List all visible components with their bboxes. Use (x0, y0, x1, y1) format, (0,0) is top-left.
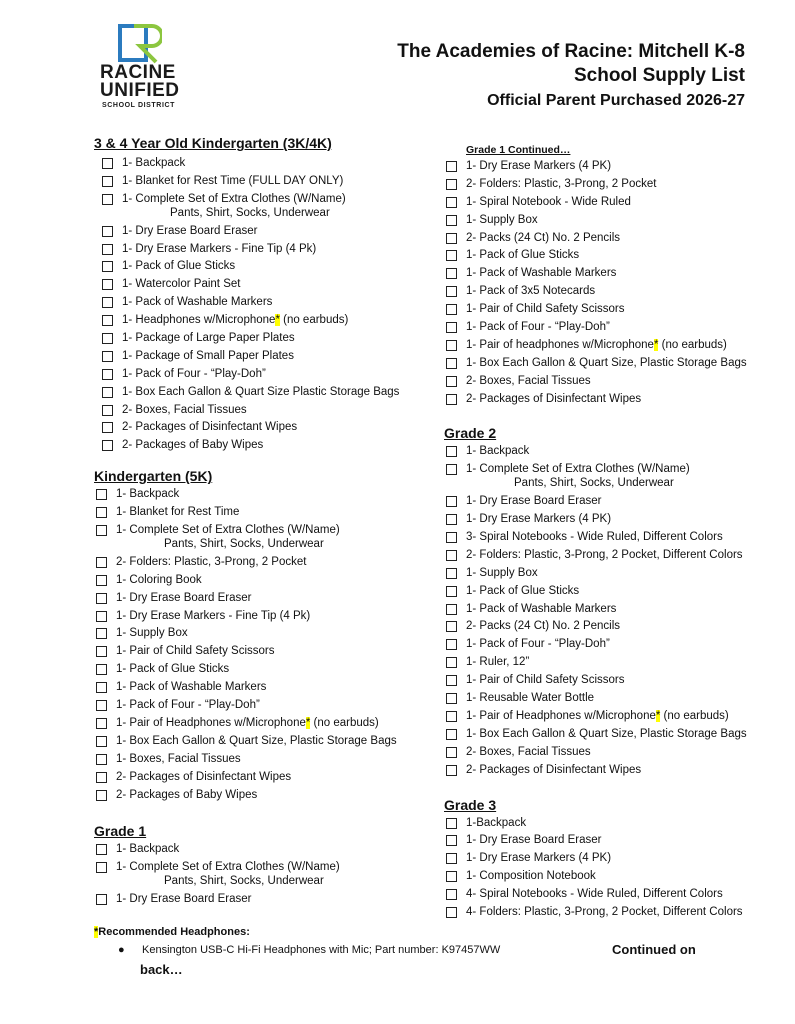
list-item (94, 312, 434, 330)
list-item-label: 1- Supply Box (116, 627, 188, 640)
page-title-block (397, 40, 745, 112)
list-item-label: 2- Boxes, Facial Tissues (466, 745, 591, 758)
list-item (444, 654, 774, 672)
checkbox-icon[interactable] (446, 711, 457, 722)
checkbox-icon[interactable] (96, 790, 107, 801)
checkbox-icon[interactable] (446, 639, 457, 650)
list-item (444, 230, 774, 248)
list-5k (94, 486, 434, 804)
headphones-model: Kensington USB-C Hi-Fi Headphones with Mic; Part number: K97457WW (142, 944, 501, 956)
checkbox-icon[interactable] (446, 304, 457, 315)
list-item-label: 1- Composition Notebook (466, 870, 596, 883)
list-item-label: 1- Backpack (116, 488, 180, 501)
list-item-label: 1- Pack of Washable Markers (466, 267, 617, 280)
checkbox-icon[interactable] (96, 718, 107, 729)
list-item (444, 708, 774, 726)
list-3k4k (94, 155, 434, 455)
checkbox-icon[interactable] (446, 215, 457, 226)
checkbox-icon[interactable] (446, 568, 457, 579)
list-item (94, 697, 434, 715)
section-title-grade1: Grade 1 (94, 823, 147, 840)
continued-on-note: Continued on (612, 942, 696, 957)
checkbox-icon[interactable] (446, 835, 457, 846)
list-item (444, 744, 774, 762)
checkbox-icon[interactable] (96, 664, 107, 675)
checkbox-icon[interactable] (96, 628, 107, 639)
list-item-label: 1- Pack of Glue Sticks (466, 249, 580, 262)
checkbox-icon[interactable] (102, 158, 113, 169)
list-item (94, 437, 434, 455)
list-item (94, 608, 434, 626)
checkbox-icon[interactable] (102, 297, 113, 308)
checkbox-icon[interactable] (446, 340, 457, 351)
asterisk-marker: * (305, 716, 311, 729)
list-item (94, 419, 434, 437)
list-item-label: 1- Dry Erase Markers (4 PK) (466, 852, 612, 865)
list-item (94, 348, 434, 366)
checkbox-icon[interactable] (446, 693, 457, 704)
list-item-label: 2- Packs (24 Ct) No. 2 Pencils (466, 231, 621, 244)
list-item (94, 625, 434, 643)
list-item (444, 443, 774, 461)
list-item (444, 636, 774, 654)
school-title: The Academies of Racine: Mitchell K-8 (397, 41, 745, 62)
list-item-label: 1- Dry Erase Markers - Fine Tip (4 Pk) (116, 609, 311, 622)
checkbox-icon[interactable] (446, 197, 457, 208)
list-item (94, 366, 434, 384)
list-item (94, 402, 434, 420)
list-item (444, 337, 774, 355)
list-item-label: 1- Pack of Four - “Play-Doh” (116, 699, 260, 712)
list-grade1-continued (444, 158, 774, 408)
list-item-label: 1- Complete Set of Extra Clothes (W/Name) (116, 861, 340, 874)
checkbox-icon[interactable] (446, 550, 457, 561)
list-item-label: 1- Package of Large Paper Plates (122, 332, 295, 345)
checkbox-icon[interactable] (446, 286, 457, 297)
logo-name: RACINE UNIFIED (100, 62, 180, 101)
list-item-label: 2- Boxes, Facial Tissues (122, 403, 247, 416)
list-item (94, 643, 434, 661)
checkbox-icon[interactable] (446, 818, 457, 829)
no-earbuds-note: (no earbuds) (310, 716, 379, 729)
list-item-label: 1- Backpack (466, 445, 530, 458)
list-item-label: 1- Backpack (116, 843, 180, 856)
checkbox-icon[interactable] (102, 279, 113, 290)
list-item-label: 1- Supply Box (466, 566, 538, 579)
checkbox-icon[interactable] (446, 464, 457, 475)
list-item-detail: Pants, Shirt, Socks, Underwear (164, 537, 324, 550)
section-title-3k4k: 3 & 4 Year Old Kindergarten (3K/4K) (94, 135, 332, 151)
checkbox-icon[interactable] (446, 889, 457, 900)
list-item-label: 1- Pack of Four - “Play-Doh” (122, 367, 266, 380)
list-item-label: 1- Boxes, Facial Tissues (116, 752, 241, 765)
checkbox-icon[interactable] (96, 557, 107, 568)
checkbox-icon[interactable] (446, 250, 457, 261)
list-item (94, 258, 434, 276)
checkbox-icon[interactable] (446, 853, 457, 864)
checkbox-icon[interactable] (96, 575, 107, 586)
list-item-label: 1- Box Each Gallon & Quart Size, Plastic Storage Bags (466, 356, 747, 369)
checkbox-icon[interactable] (446, 604, 457, 615)
checkbox-icon[interactable] (446, 907, 457, 918)
list-item (94, 276, 434, 294)
list-item (444, 283, 774, 301)
list-item (94, 241, 434, 259)
checkbox-icon[interactable] (96, 682, 107, 693)
list-item (444, 583, 774, 601)
list-grade3 (444, 815, 774, 922)
list-item (94, 504, 434, 522)
list-item (94, 679, 434, 697)
list-item-label: 2- Packages of Disinfectant Wipes (466, 392, 642, 405)
recommended-headphones-label: *Recommended Headphones: (94, 926, 250, 938)
list-item-label: 1- Reusable Water Bottle (466, 692, 595, 705)
list-item-label: 1- Complete Set of Extra Clothes (W/Name) (466, 463, 690, 476)
list-item (444, 529, 774, 547)
list-grade1 (94, 841, 434, 909)
checkbox-icon[interactable] (446, 621, 457, 632)
list-item-label: 1- Blanket for Rest Time (FULL DAY ONLY) (122, 174, 344, 187)
list-item-label: 2- Boxes, Facial Tissues (466, 374, 591, 387)
year-title: Official Parent Purchased 2026-27 (487, 92, 745, 109)
list-item-label: 4- Spiral Notebooks - Wide Ruled, Different Colors (466, 888, 723, 901)
list-item (94, 590, 434, 608)
list-item-detail: Pants, Shirt, Socks, Underwear (164, 875, 324, 888)
list-item-label: 2- Folders: Plastic, 3-Prong, 2 Pocket (466, 177, 657, 190)
list-item-label: 1- Ruler, 12” (466, 656, 530, 669)
list-item (444, 832, 774, 850)
list-item (444, 265, 774, 283)
list-item-label: 2- Packages of Baby Wipes (122, 439, 264, 452)
list-item (444, 493, 774, 511)
list-item-label: 1- Box Each Gallon & Quart Size, Plastic Storage Bags (116, 734, 397, 747)
checkbox-icon[interactable] (446, 657, 457, 668)
list-item (94, 223, 434, 241)
logo-subtitle: SCHOOL DISTRICT (102, 102, 176, 109)
list-item-label: 2- Packages of Disinfectant Wipes (122, 421, 298, 434)
checkbox-icon[interactable] (102, 440, 113, 451)
list-item-label: 1- Pack of Glue Sticks (466, 584, 580, 597)
checkbox-icon[interactable] (102, 176, 113, 187)
list-item (444, 601, 774, 619)
list-item (94, 486, 434, 504)
list-item-detail: Pants, Shirt, Socks, Underwear (514, 477, 674, 490)
checkbox-icon[interactable] (446, 179, 457, 190)
checkbox-icon[interactable] (102, 333, 113, 344)
list-item-label: 1- Dry Erase Markers (4 PK) (466, 513, 612, 526)
list-item-label: 1- Pack of Four - “Play-Doh” (466, 321, 610, 334)
list-item-label: 2- Packages of Baby Wipes (116, 788, 258, 801)
list-item-label: 1- Dry Erase Board Eraser (466, 834, 602, 847)
checkbox-icon[interactable] (446, 871, 457, 882)
left-column (94, 134, 434, 909)
list-item (444, 247, 774, 265)
checkbox-icon[interactable] (102, 422, 113, 433)
checkbox-icon[interactable] (96, 736, 107, 747)
list-item (444, 511, 774, 529)
list-item-label: 4- Folders: Plastic, 3-Prong, 2 Pocket, Different Colors (466, 905, 743, 918)
checkbox-icon[interactable] (446, 496, 457, 507)
checkbox-icon[interactable] (446, 747, 457, 758)
checkbox-icon[interactable] (446, 376, 457, 387)
checkbox-icon[interactable] (102, 244, 113, 255)
list-item-label: 3- Spiral Notebooks - Wide Ruled, Different Colors (466, 531, 723, 544)
list-item-label: 1- Backpack (122, 157, 186, 169)
list-item (444, 690, 774, 708)
checkbox-icon[interactable] (446, 233, 457, 244)
checkbox-icon[interactable] (102, 226, 113, 237)
list-item-label: 1- Pack of Glue Sticks (122, 260, 236, 273)
checkbox-icon[interactable] (102, 351, 113, 362)
list-item (444, 176, 774, 194)
list-item (94, 891, 434, 909)
checkbox-icon[interactable] (446, 268, 457, 279)
list-item (444, 391, 774, 409)
list-item (444, 319, 774, 337)
list-item-label: 1- Pair of Child Safety Scissors (466, 303, 625, 316)
list-item-label: 1- Pair of headphones w/Microphone (466, 338, 654, 351)
list-item-label: 1-Backpack (466, 816, 527, 829)
checkbox-icon[interactable] (102, 405, 113, 416)
list-item-label: 2- Packages of Disinfectant Wipes (116, 770, 292, 783)
list-item (94, 751, 434, 769)
list-item-label: 1- Supply Box (466, 213, 538, 226)
checkbox-icon[interactable] (446, 514, 457, 525)
checkbox-icon[interactable] (446, 322, 457, 333)
checkbox-icon[interactable] (446, 161, 457, 172)
list-item (444, 762, 774, 780)
asterisk-marker: * (655, 709, 661, 722)
list-item-label: 1- Blanket for Rest Time (116, 506, 240, 519)
checkbox-icon[interactable] (102, 194, 113, 205)
checkbox-icon[interactable] (446, 446, 457, 457)
list-item (94, 733, 434, 751)
checkbox-icon[interactable] (446, 765, 457, 776)
section-title-5k: Kindergarten (5K) (94, 468, 213, 485)
list-item (94, 661, 434, 679)
asterisk-marker: * (94, 926, 99, 938)
list-item (94, 715, 434, 733)
list-item-label: 1- Dry Erase Board Eraser (122, 224, 258, 237)
section-title-grade1-continued: Grade 1 Continued… (466, 144, 571, 156)
checkbox-icon[interactable] (96, 611, 107, 622)
continued-back-note: back… (140, 962, 183, 977)
checkbox-icon[interactable] (446, 394, 457, 405)
checkbox-icon[interactable] (446, 358, 457, 369)
logo-mark-icon (118, 24, 162, 64)
checkbox-icon[interactable] (96, 489, 107, 500)
list-item (444, 868, 774, 886)
list-item-label: 1- Box Each Gallon & Quart Size Plastic Storage Bags (122, 385, 400, 398)
checkbox-icon[interactable] (102, 369, 113, 380)
checkbox-icon[interactable] (446, 729, 457, 740)
checkbox-icon[interactable] (96, 754, 107, 765)
checkbox-icon[interactable] (96, 593, 107, 604)
checkbox-icon[interactable] (102, 315, 113, 326)
list-item (444, 672, 774, 690)
list-item (444, 815, 774, 833)
list-item (94, 330, 434, 348)
list-grade2 (444, 443, 774, 779)
list-item-label: 1- Package of Small Paper Plates (122, 349, 294, 362)
checkbox-icon[interactable] (102, 387, 113, 398)
list-item (444, 373, 774, 391)
checkbox-icon[interactable] (96, 646, 107, 657)
checkbox-icon[interactable] (96, 862, 107, 873)
list-item (94, 554, 434, 572)
asterisk-marker: * (275, 314, 280, 327)
checkbox-icon[interactable] (96, 507, 107, 518)
checkbox-icon[interactable] (96, 772, 107, 783)
list-item-label: 1- Pack of Washable Markers (116, 681, 267, 694)
list-item-label: 1- Coloring Book (116, 573, 202, 586)
checkbox-icon[interactable] (446, 532, 457, 543)
checkbox-icon[interactable] (96, 700, 107, 711)
list-item-label: 2- Packages of Disinfectant Wipes (466, 763, 642, 776)
list-item-label: 1- Complete Set of Extra Clothes (W/Name) (122, 192, 346, 205)
list-item (94, 155, 434, 173)
list-item (94, 769, 434, 787)
no-earbuds-note: (no earbuds) (279, 314, 349, 327)
section-title-grade3: Grade 3 (444, 796, 497, 813)
list-item (94, 384, 434, 402)
checkbox-icon[interactable] (96, 525, 107, 536)
list-item-label: 1- Pair of Headphones w/Microphone (466, 709, 656, 722)
list-item (94, 841, 434, 859)
list-item-label: 1- Pack of Washable Markers (122, 296, 273, 309)
bullet-icon: ● (118, 944, 125, 956)
list-item-label: 1- Dry Erase Markers - Fine Tip (4 Pk) (122, 242, 317, 255)
no-earbuds-note: (no earbuds) (658, 338, 727, 351)
checkbox-icon[interactable] (102, 261, 113, 272)
list-item-label: 1- Box Each Gallon & Quart Size, Plastic Storage Bags (466, 727, 747, 740)
list-item-label: 2- Folders: Plastic, 3-Prong, 2 Pocket, Different Colors (466, 548, 743, 561)
list-title: School Supply List (573, 65, 745, 86)
list-item-label: 1- Dry Erase Board Eraser (116, 591, 252, 604)
list-item (444, 886, 774, 904)
checkbox-icon[interactable] (96, 894, 107, 905)
list-item-label: 1- Pair of Child Safety Scissors (116, 645, 275, 658)
list-item-label: 1- Dry Erase Board Eraser (466, 495, 602, 508)
checkbox-icon[interactable] (446, 675, 457, 686)
list-item-label: 1- Watercolor Paint Set (122, 278, 241, 291)
list-item-label: 1- Complete Set of Extra Clothes (W/Name) (116, 524, 340, 537)
checkbox-icon[interactable] (446, 586, 457, 597)
list-item (94, 173, 434, 191)
list-item-label: 1- Headphones w/Microphone (122, 314, 276, 327)
list-item-detail: Pants, Shirt, Socks, Underwear (170, 206, 330, 219)
list-item-label: 1- Dry Erase Markers (4 PK) (466, 160, 612, 172)
list-item-label: 1- Pack of Washable Markers (466, 602, 617, 615)
list-item (444, 301, 774, 319)
checkbox-icon[interactable] (96, 844, 107, 855)
list-item (94, 294, 434, 312)
list-item-label: 1- Pair of Child Safety Scissors (466, 674, 625, 687)
list-item (444, 618, 774, 636)
right-column (444, 142, 774, 922)
no-earbuds-note: (no earbuds) (660, 709, 729, 722)
list-item (444, 212, 774, 230)
list-item (444, 904, 774, 922)
asterisk-marker: * (653, 338, 659, 351)
list-item (444, 158, 774, 176)
list-item (444, 850, 774, 868)
list-item (444, 726, 774, 744)
list-item (94, 572, 434, 590)
section-title-grade2: Grade 2 (444, 425, 497, 442)
list-item (444, 194, 774, 212)
list-item-label: 2- Folders: Plastic, 3-Prong, 2 Pocket (116, 555, 307, 568)
list-item (444, 355, 774, 373)
list-item-label: 1- Pair of Headphones w/Microphone (116, 716, 306, 729)
list-item-label: 1- Pack of Four - “Play-Doh” (466, 638, 610, 651)
list-item-label: 2- Packs (24 Ct) No. 2 Pencils (466, 620, 621, 633)
list-item-label: 1- Pack of Glue Sticks (116, 663, 230, 676)
list-item-label: 1- Dry Erase Board Eraser (116, 893, 252, 906)
list-item (444, 547, 774, 565)
list-item-label: 1- Spiral Notebook - Wide Ruled (466, 195, 631, 208)
list-item-label: 1- Pack of 3x5 Notecards (466, 285, 596, 298)
list-item (444, 565, 774, 583)
list-item (94, 787, 434, 805)
